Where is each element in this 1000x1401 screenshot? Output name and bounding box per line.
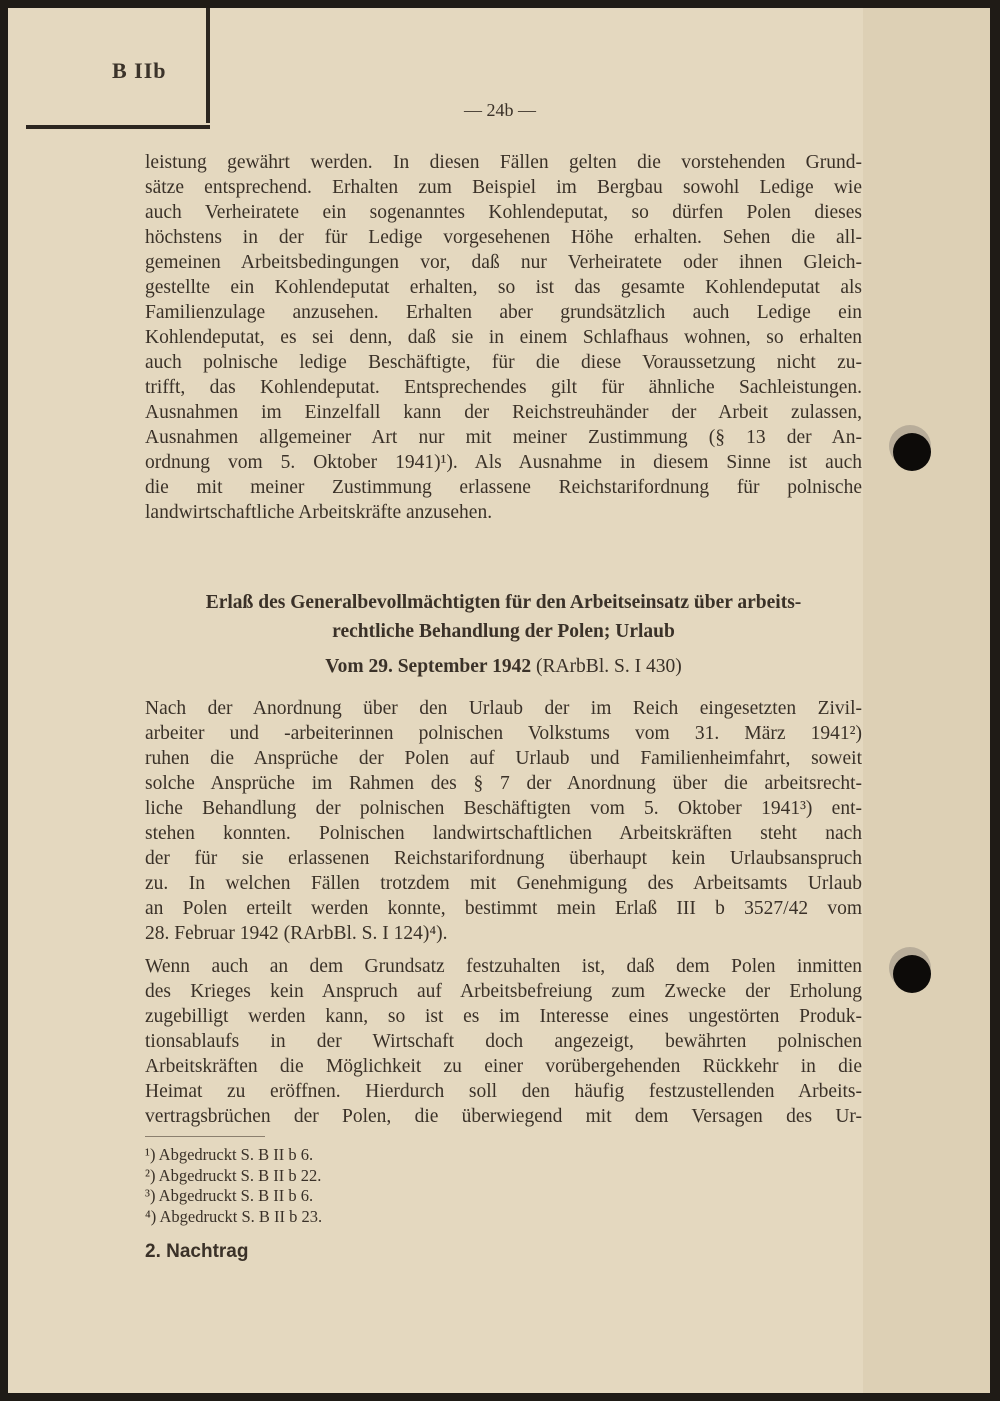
page-number: — 24b — <box>464 100 536 120</box>
text-line: 28. Februar 1942 (RArbBl. S. I 124)⁴). <box>145 923 448 944</box>
footnote-divider <box>145 1136 265 1137</box>
text-line: landwirtschaftliche Arbeitskräfte anzusehen. <box>145 502 493 523</box>
footnotes <box>145 1145 322 1227</box>
text-line: des Krieges kein Anspruch auf Arbeitsbefreiung zum Zwecke der Erholung <box>145 981 862 1002</box>
text-line: Arbeitskräften die Möglichkeit zu einer vorübergehenden Rückkehr in die <box>145 1056 862 1077</box>
text-line: Wenn auch an dem Grundsatz festzuhalten ist, daß dem Polen inmitten <box>145 956 862 977</box>
supplement-label: 2. Nachtrag <box>145 1241 249 1262</box>
text-line: solche Ansprüche im Rahmen des § 7 der Anordnung über die arbeitsrecht- <box>145 773 862 794</box>
text-line: stehen konnten. Polnischen landwirtschaftlichen Arbeitskräften steht nach <box>145 823 862 844</box>
text-line: tionsablaufs in der Wirtschaft doch angezeigt, bewährten polnischen <box>145 1031 862 1052</box>
text-line: arbeiter und -arbeiterinnen polnischen Volkstums vom 31. März 1941²) <box>145 723 862 744</box>
text-line: die mit meiner Zustimmung erlassene Reichstarifordnung für polnische <box>145 477 862 498</box>
footnote: ²) Abgedruckt S. B II b 22. <box>145 1165 322 1185</box>
text-line: vertragsbrüchen der Polen, die überwiegend mit dem Versagen des Ur- <box>145 1106 862 1127</box>
decree-title-line: Erlaß des Generalbevollmächtigten für den Arbeitseinsatz über arbeits- <box>205 592 802 613</box>
decree-date <box>145 656 862 678</box>
decree-title <box>145 588 862 646</box>
punch-hole-icon <box>893 433 931 471</box>
footnote: ⁴) Abgedruckt S. B II b 23. <box>145 1206 323 1226</box>
text-line: liche Behandlung der polnischen Beschäftigten vom 5. Oktober 1941³) ent- <box>145 798 862 819</box>
text-line: Kohlendeputat, es sei denn, daß sie in einem Schlafhaus wohnen, so erhalten <box>145 327 862 348</box>
page-edge-strip <box>863 8 990 1393</box>
footnote: ³) Abgedruckt S. B II b 6. <box>145 1186 314 1205</box>
text-line: trifft, das Kohlendeputat. Entsprechendes gilt für ähnliche Sachleistungen. <box>145 377 862 398</box>
text-line: auch Verheiratete ein sogenanntes Kohlendeputat, so dürfen Polen dieses <box>145 202 862 223</box>
text-line: an Polen erteilt werden konnte, bestimmt mein Erlaß III b 3527/42 vom <box>145 898 862 919</box>
paragraph-3 <box>145 954 862 1129</box>
text-line: Familienzulage anzusehen. Erhalten aber grundsätzlich auch Ledige ein <box>145 302 862 323</box>
decree-title-line: rechtliche Behandlung der Polen; Urlaub <box>332 621 675 642</box>
decree-source: (RArbBl. S. I 430) <box>531 656 682 677</box>
text-line: auch polnische ledige Beschäftigte, für die diese Voraussetzung nicht zu- <box>145 352 862 373</box>
text-line: leistung gewährt werden. In diesen Fällen gelten die vorstehenden Grund- <box>145 152 862 173</box>
paragraph-2 <box>145 696 862 946</box>
text-line: Heimat zu eröffnen. Hierdurch soll den häufig festzustellenden Arbeits- <box>145 1081 862 1102</box>
text-line: Nach der Anordnung über den Urlaub der im Reich eingesetzten Zivil- <box>145 698 862 719</box>
section-tab-border-bottom <box>26 125 210 129</box>
text-line: zu. In welchen Fällen trotzdem mit Genehmigung des Arbeitsamts Urlaub <box>145 873 862 894</box>
text-line: Ausnahmen im Einzelfall kann der Reichstreuhänder der Arbeit zulassen, <box>145 402 862 423</box>
text-line: sätze entsprechend. Erhalten zum Beispiel im Bergbau sowohl Ledige wie <box>145 177 862 198</box>
decree-date-bold: Vom 29. September 1942 <box>325 656 532 677</box>
text-line: Ausnahmen allgemeiner Art nur mit meiner Zustimmung (§ 13 der An- <box>145 427 862 448</box>
text-line: höchstens in der für Ledige vorgesehenen Höhe erhalten. Sehen die all- <box>145 227 862 248</box>
text-line: gemeinen Arbeitsbedingungen vor, daß nur Verheiratete oder ihnen Gleich- <box>145 252 862 273</box>
paragraph-1 <box>145 150 862 525</box>
text-line: ruhen die Ansprüche der Polen auf Urlaub und Familienheimfahrt, soweit <box>145 748 862 769</box>
text-line: zugebilligt werden kann, so ist es im Interesse eines ungestörten Produk- <box>145 1006 862 1027</box>
text-line: gestellte ein Kohlendeputat erhalten, so ist das gesamte Kohlendeputat als <box>145 277 862 298</box>
text-line: ordnung vom 5. Oktober 1941)¹). Als Ausnahme in diesem Sinne ist auch <box>145 452 862 473</box>
section-tab-label: B IIb <box>112 58 167 83</box>
punch-hole-icon <box>893 955 931 993</box>
text-line: der für sie erlassenen Reichstarifordnung überhaupt kein Urlaubsanspruch <box>145 848 862 869</box>
footnote: ¹) Abgedruckt S. B II b 6. <box>145 1145 314 1164</box>
